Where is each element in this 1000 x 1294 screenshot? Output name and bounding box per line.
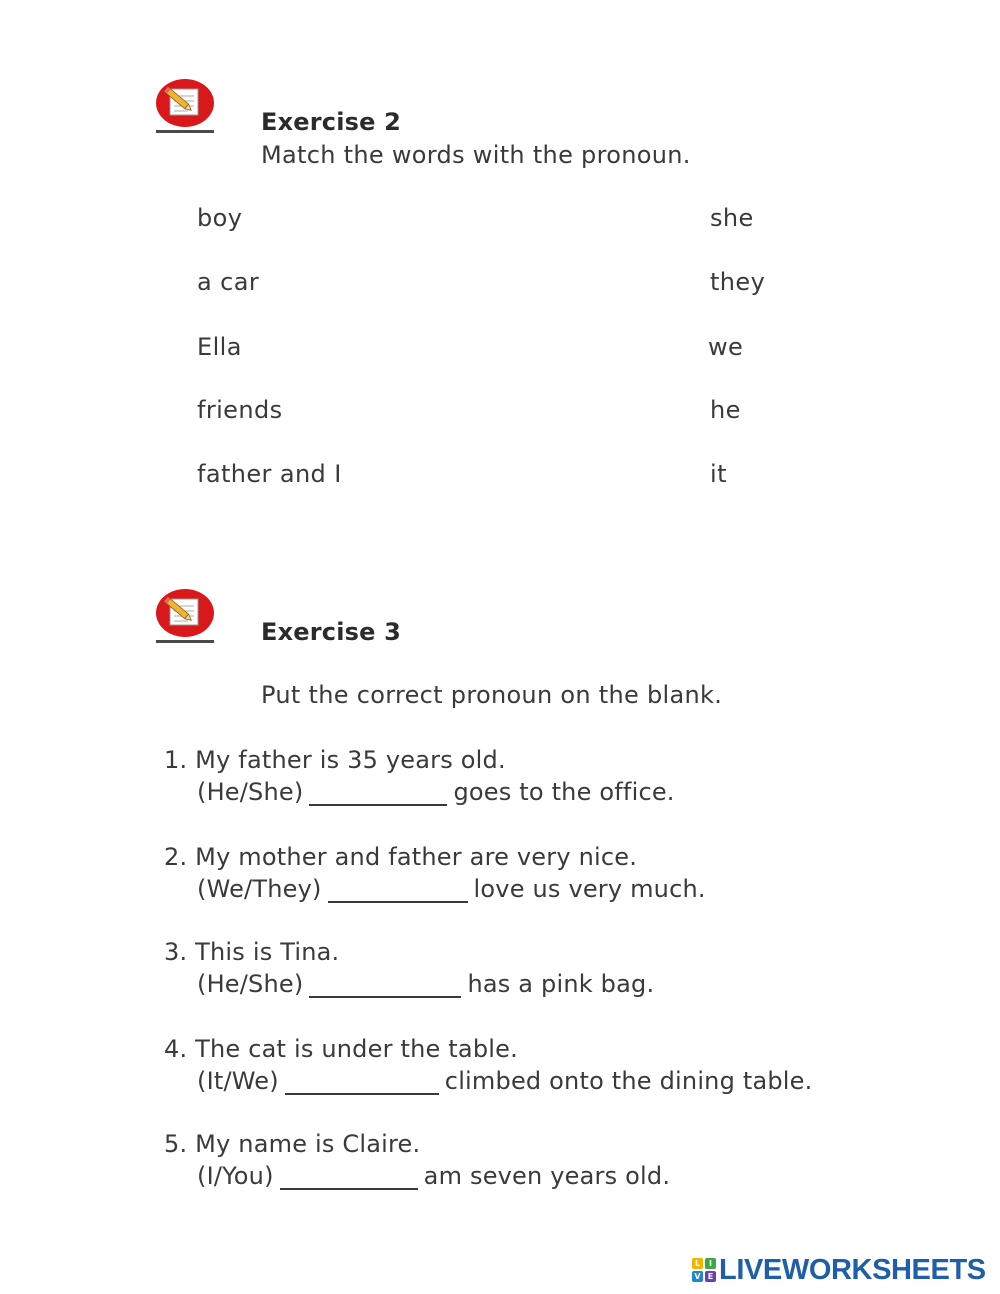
question-sentence: This is Tina.	[195, 938, 340, 966]
question-choices: (It/We)	[197, 1067, 279, 1095]
exercise-3-instruction: Put the correct pronoun on the blank.	[261, 681, 723, 709]
logo-text: LIVEWORKSHEETS	[719, 1253, 986, 1286]
match-word[interactable]: boy	[197, 204, 243, 232]
match-word[interactable]: a car	[197, 268, 260, 296]
match-pronoun[interactable]: she	[710, 204, 754, 232]
match-pronoun[interactable]: he	[710, 396, 741, 424]
question-number: 3.	[164, 938, 188, 966]
question-rest: has a pink bag.	[467, 970, 655, 998]
match-word[interactable]: friends	[197, 396, 283, 424]
match-pronoun[interactable]: it	[710, 460, 727, 488]
question-5-blank-line	[197, 1162, 670, 1190]
logo-block: L	[692, 1258, 703, 1269]
question-choices: (We/They)	[197, 875, 322, 903]
question-choices: (He/She)	[197, 778, 304, 806]
logo-block: V	[692, 1271, 703, 1282]
answer-input-3[interactable]	[309, 974, 461, 998]
exercise-2-instruction: Match the words with the pronoun.	[261, 141, 691, 169]
question-2-blank-line	[197, 875, 706, 903]
logo-block: E	[705, 1271, 716, 1282]
question-3-sentence	[164, 938, 339, 966]
notepad-pencil-icon	[155, 76, 217, 136]
answer-input-2[interactable]	[328, 879, 468, 903]
answer-input-1[interactable]	[309, 782, 447, 806]
question-sentence: My name is Claire.	[195, 1130, 421, 1158]
exercise-3-title: Exercise 3	[261, 618, 402, 646]
logo-block: I	[705, 1258, 716, 1269]
question-rest: am seven years old.	[423, 1162, 671, 1190]
match-word[interactable]: Ella	[197, 333, 242, 361]
question-sentence: My father is 35 years old.	[195, 746, 506, 774]
question-3-blank-line	[197, 970, 654, 998]
question-rest: love us very much.	[473, 875, 706, 903]
question-number: 1.	[164, 746, 188, 774]
question-number: 4.	[164, 1035, 188, 1063]
question-number: 5.	[164, 1130, 188, 1158]
match-pronoun[interactable]: they	[710, 268, 766, 296]
question-number: 2.	[164, 843, 188, 871]
exercise-2-title: Exercise 2	[261, 108, 402, 136]
question-sentence: The cat is under the table.	[195, 1035, 518, 1063]
match-pronoun[interactable]: we	[708, 333, 744, 361]
question-2-sentence	[164, 843, 637, 871]
question-4-sentence	[164, 1035, 518, 1063]
question-rest: climbed onto the dining table.	[444, 1067, 813, 1095]
match-word[interactable]: father and I	[197, 460, 342, 488]
question-4-blank-line	[197, 1067, 812, 1095]
question-rest: goes to the office.	[453, 778, 675, 806]
question-sentence: My mother and father are very nice.	[195, 843, 638, 871]
logo-blocks-icon	[692, 1258, 716, 1282]
question-5-sentence	[164, 1130, 420, 1158]
answer-input-5[interactable]	[280, 1166, 418, 1190]
answer-input-4[interactable]	[285, 1071, 439, 1095]
notepad-pencil-icon	[155, 586, 217, 646]
question-1-blank-line	[197, 778, 675, 806]
liveworksheets-logo[interactable]	[692, 1255, 986, 1285]
question-choices: (He/She)	[197, 970, 304, 998]
question-choices: (I/You)	[197, 1162, 274, 1190]
question-1-sentence	[164, 746, 506, 774]
